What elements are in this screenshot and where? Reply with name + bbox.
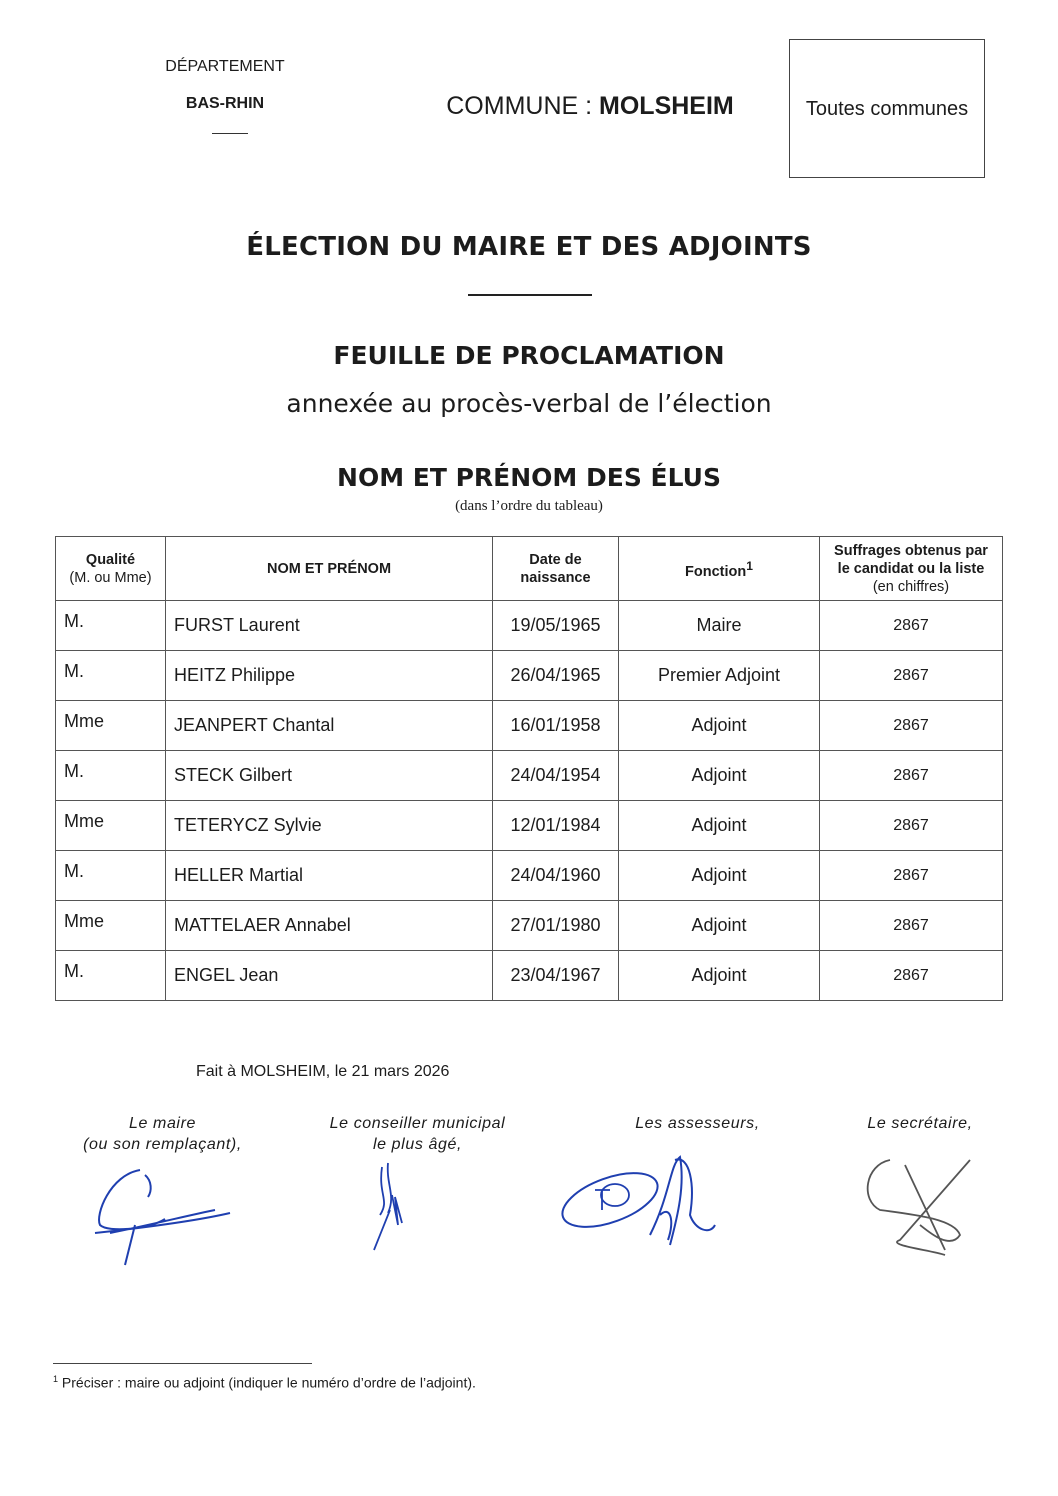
- cell-qualite: Mme: [56, 701, 166, 751]
- cell-fonction: Adjoint: [619, 701, 820, 751]
- commune-name: MOLSHEIM: [599, 92, 734, 120]
- table-row: [56, 751, 1003, 801]
- table-row: [56, 851, 1003, 901]
- cell-date-naissance: 24/04/1960: [493, 851, 619, 901]
- cell-nom: STECK Gilbert: [166, 751, 493, 801]
- signatory-secretary-label: [820, 1113, 1020, 1134]
- cell-suffrages: 2867: [820, 901, 1003, 951]
- secretary-signature: [860, 1155, 980, 1265]
- signatory-line: (ou son remplaçant),: [83, 1136, 242, 1153]
- table-row: [56, 801, 1003, 851]
- signatory-line: Les assesseurs,: [635, 1115, 760, 1132]
- table-row: [56, 601, 1003, 651]
- cell-date-naissance: 23/04/1967: [493, 951, 619, 1001]
- councillor-signature: [360, 1155, 420, 1265]
- cell-fonction: Adjoint: [619, 951, 820, 1001]
- header-fonction: [619, 537, 820, 601]
- title-divider: [468, 294, 592, 296]
- cell-suffrages: 2867: [820, 701, 1003, 751]
- cell-fonction: Maire: [619, 601, 820, 651]
- mayor-signature: [90, 1155, 250, 1275]
- cell-nom: HEITZ Philippe: [166, 651, 493, 701]
- signatory-line: Le conseiller municipal: [329, 1115, 506, 1132]
- cell-suffrages: 2867: [820, 851, 1003, 901]
- cell-fonction: Premier Adjoint: [619, 651, 820, 701]
- header-qualite: [56, 537, 166, 601]
- cell-date-naissance: 16/01/1958: [493, 701, 619, 751]
- cell-nom: JEANPERT Chantal: [166, 701, 493, 751]
- cell-qualite: M.: [56, 951, 166, 1001]
- signatory-line: Le maire: [128, 1115, 197, 1132]
- sheet-title: FEUILLE DE PROCLAMATION: [333, 341, 725, 370]
- header-suffrages: [820, 537, 1003, 601]
- commune-label: COMMUNE :: [446, 92, 593, 120]
- cell-fonction: Adjoint: [619, 801, 820, 851]
- cell-suffrages: 2867: [820, 751, 1003, 801]
- table-row: [56, 901, 1003, 951]
- department-divider: [212, 133, 248, 134]
- commune-type-box: [789, 39, 985, 178]
- header-date-line2: naissance: [520, 569, 591, 586]
- table-header-row: [56, 537, 1003, 601]
- cell-date-naissance: 12/01/1984: [493, 801, 619, 851]
- table-row: [56, 651, 1003, 701]
- header-date: [493, 537, 619, 601]
- sheet-subtitle: annexée au procès-verbal de l’élection: [286, 389, 772, 418]
- header-date-line1: Date de: [529, 551, 582, 568]
- header-suffrages-line2: le candidat ou la liste: [837, 560, 985, 577]
- department-name: BAS-RHIN: [185, 95, 265, 112]
- cell-nom: FURST Laurent: [166, 601, 493, 651]
- cell-nom: ENGEL Jean: [166, 951, 493, 1001]
- footnote-marker: 1: [746, 558, 753, 573]
- cell-suffrages: 2867: [820, 601, 1003, 651]
- document-title: ÉLECTION DU MAIRE ET DES ADJOINTS: [246, 232, 812, 262]
- cell-qualite: M.: [56, 751, 166, 801]
- footnote-marker: 1: [53, 1374, 59, 1384]
- header-qualite-label: Qualité: [85, 551, 136, 568]
- cell-qualite: Mme: [56, 901, 166, 951]
- section-subtitle: (dans l’ordre du tableau): [455, 498, 603, 514]
- signatory-line: Le secrétaire,: [867, 1115, 973, 1132]
- signatory-mayor-label: [55, 1113, 270, 1155]
- header-suffrages-sub: (en chiffres): [872, 578, 950, 595]
- table-row: [56, 701, 1003, 751]
- cell-qualite: M.: [56, 851, 166, 901]
- cell-date-naissance: 26/04/1965: [493, 651, 619, 701]
- header-fonction-label: Fonction: [685, 563, 747, 580]
- header-nom: NOM ET PRÉNOM: [166, 537, 493, 601]
- signatory-line: le plus âgé,: [372, 1136, 463, 1153]
- table-row: [56, 951, 1003, 1001]
- cell-suffrages: 2867: [820, 651, 1003, 701]
- cell-nom: TETERYCZ Sylvie: [166, 801, 493, 851]
- elected-officials-table: [55, 536, 1003, 1001]
- footnote-text: Préciser : maire ou adjoint (indiquer le numéro d’ordre de l’adjoint).: [58, 1374, 476, 1391]
- cell-fonction: Adjoint: [619, 751, 820, 801]
- footnote: [53, 1374, 476, 1391]
- cell-fonction: Adjoint: [619, 851, 820, 901]
- place-and-date: Fait à MOLSHEIM, le 21 mars 2026: [196, 1063, 450, 1080]
- signatory-assessors-label: [590, 1113, 805, 1134]
- commune-heading: [380, 92, 800, 121]
- cell-qualite: M.: [56, 601, 166, 651]
- cell-qualite: Mme: [56, 801, 166, 851]
- cell-fonction: Adjoint: [619, 901, 820, 951]
- header-qualite-sub: (M. ou Mme): [69, 569, 152, 586]
- cell-nom: MATTELAER Annabel: [166, 901, 493, 951]
- footnote-divider: [53, 1363, 312, 1364]
- cell-date-naissance: 24/04/1954: [493, 751, 619, 801]
- cell-qualite: M.: [56, 651, 166, 701]
- assessors-signature: [550, 1155, 740, 1265]
- section-title: NOM ET PRÉNOM DES ÉLUS: [337, 463, 721, 492]
- commune-type-text: Toutes communes: [805, 98, 969, 120]
- cell-date-naissance: 19/05/1965: [493, 601, 619, 651]
- department-label: DÉPARTEMENT: [165, 58, 285, 75]
- cell-suffrages: 2867: [820, 801, 1003, 851]
- cell-suffrages: 2867: [820, 951, 1003, 1001]
- signatory-councillor-label: [300, 1113, 535, 1155]
- cell-nom: HELLER Martial: [166, 851, 493, 901]
- header-suffrages-line1: Suffrages obtenus par: [834, 542, 988, 559]
- cell-date-naissance: 27/01/1980: [493, 901, 619, 951]
